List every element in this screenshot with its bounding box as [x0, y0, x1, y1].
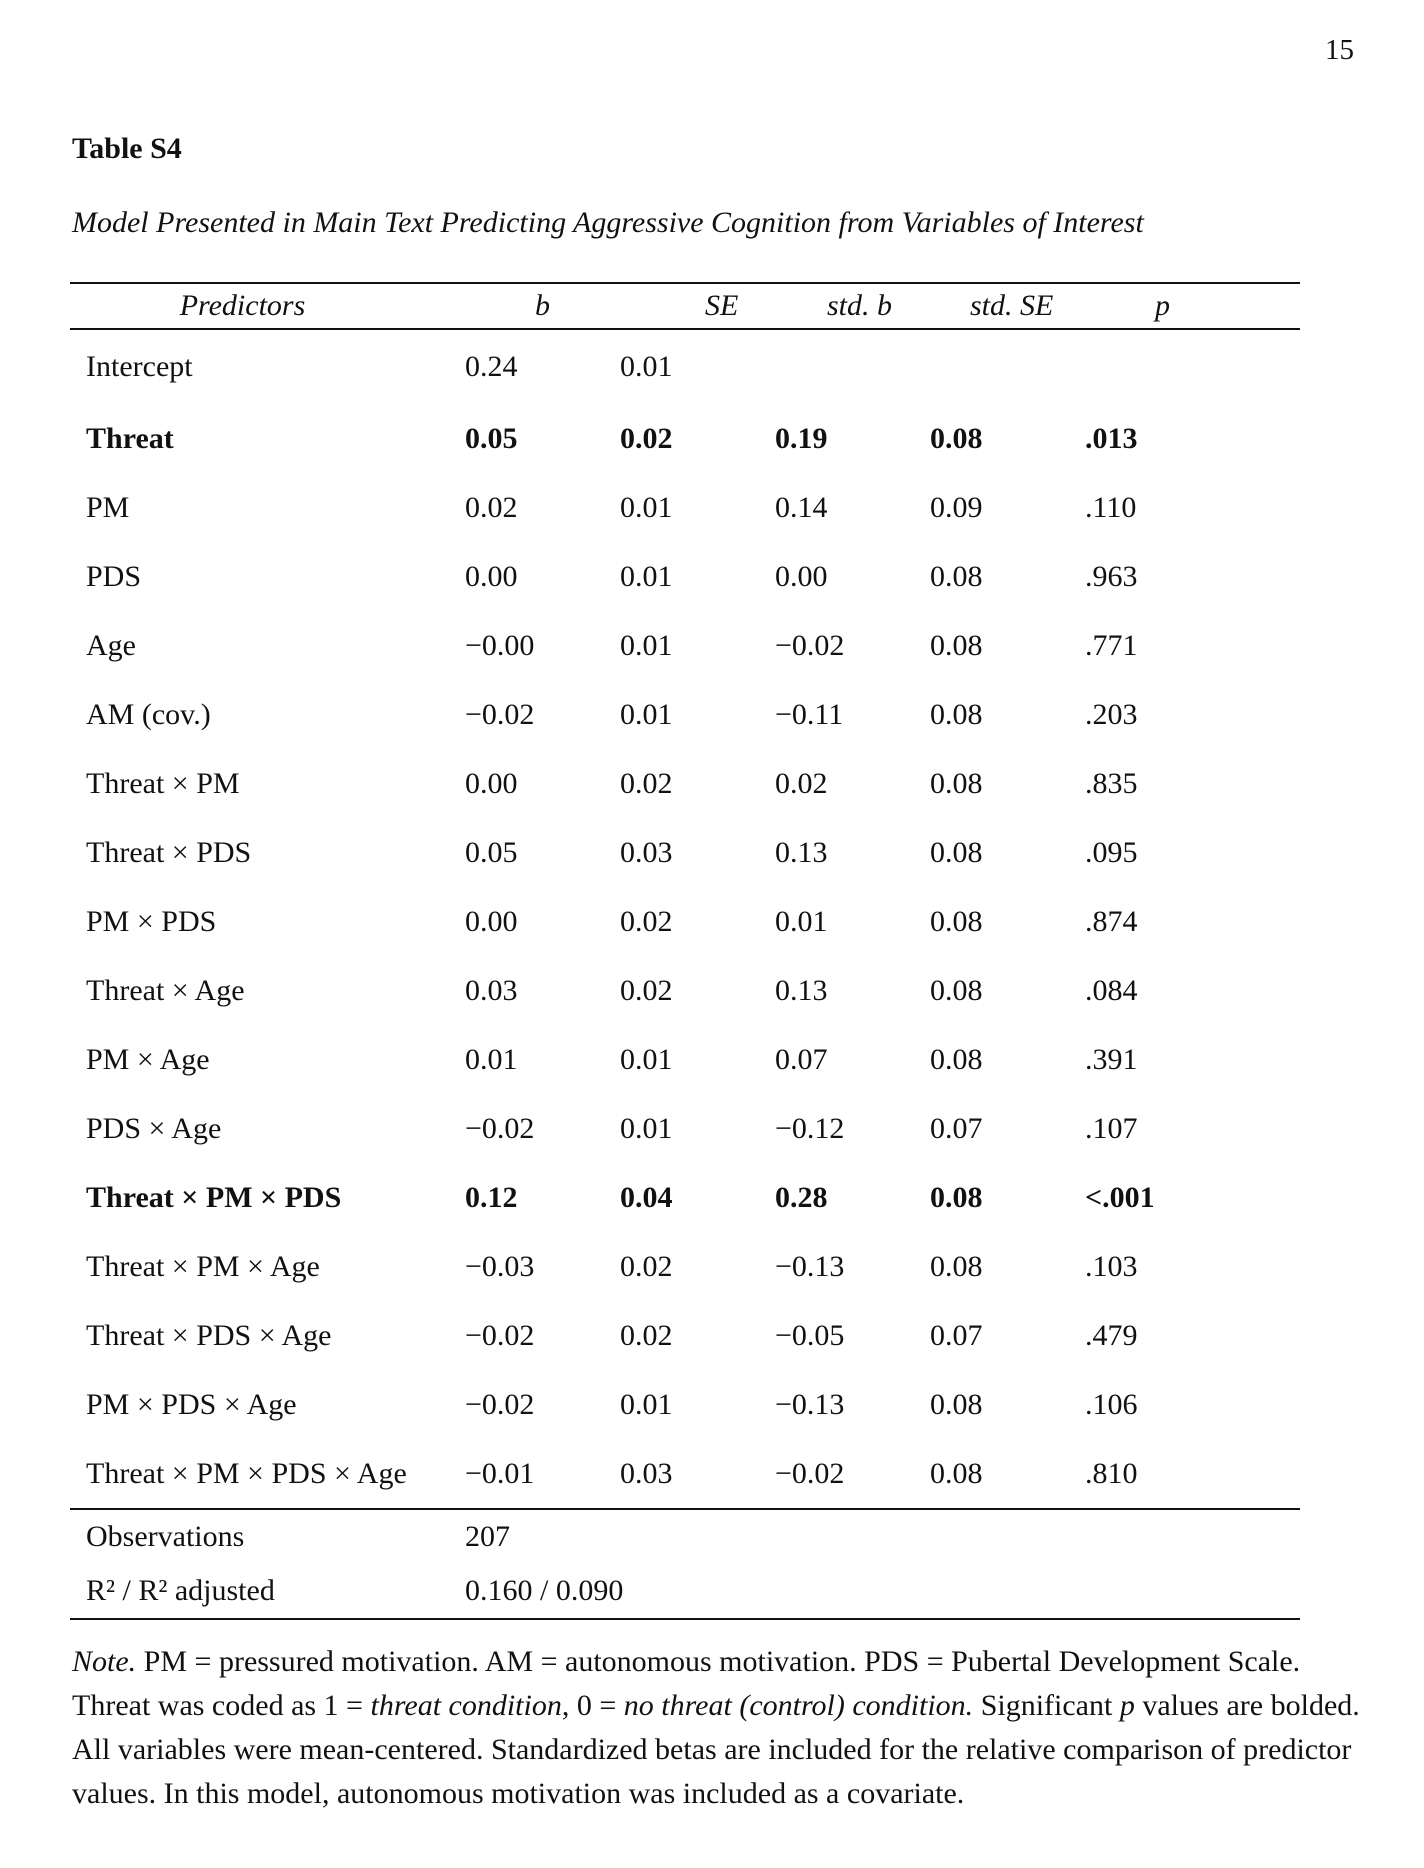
cell-std-b: 0.14 — [775, 490, 828, 524]
cell-std-se: 0.07 — [930, 1111, 983, 1145]
observations-value: 207 — [465, 1520, 510, 1553]
cell-p: .110 — [1085, 490, 1137, 524]
cell-se: 0.01 — [620, 1111, 673, 1145]
cell-predictor: PM — [86, 490, 130, 524]
cell-std-b: −0.05 — [775, 1318, 845, 1352]
cell-predictor: Threat × PM × PDS — [86, 1180, 342, 1214]
cell-std-b: 0.13 — [775, 835, 828, 869]
table-row — [70, 1370, 1300, 1439]
cell-predictor: Threat — [86, 421, 174, 455]
cell-predictor: Threat × PDS × Age — [86, 1318, 332, 1352]
cell-std-b: 0.19 — [775, 421, 828, 455]
cell-std-se: 0.08 — [930, 1180, 983, 1214]
cell-std-b: −0.13 — [775, 1387, 845, 1421]
cell-se: 0.02 — [620, 973, 673, 1007]
cell-std-se: 0.08 — [930, 697, 983, 731]
cell-std-b: −0.11 — [775, 697, 844, 731]
cell-b: 0.24 — [465, 350, 518, 383]
table-row — [70, 611, 1300, 680]
table-row — [70, 1439, 1300, 1509]
table-row — [70, 887, 1300, 956]
cell-std-se: 0.08 — [930, 1042, 983, 1076]
cell-se: 0.04 — [620, 1180, 673, 1214]
cell-std-se: 0.08 — [930, 766, 983, 800]
cell-predictor: Intercept — [86, 350, 193, 383]
cell-predictor: PDS — [86, 559, 142, 593]
observations-label: Observations — [86, 1520, 245, 1553]
cell-b: −0.02 — [465, 1387, 535, 1421]
cell-b: 0.02 — [465, 490, 518, 524]
cell-b: 0.03 — [465, 973, 518, 1007]
table-row — [70, 1163, 1300, 1232]
cell-predictor: Threat × PM × PDS × Age — [70, 1439, 465, 1509]
cell-b: −0.02 — [465, 1318, 535, 1352]
cell-std-se: 0.08 — [930, 559, 983, 593]
table-row — [70, 956, 1300, 1025]
cell-std-se: 0.09 — [930, 490, 983, 524]
cell-b: −0.02 — [465, 1111, 535, 1145]
cell-b: 0.00 — [465, 766, 518, 800]
cell-se: 0.01 — [620, 1387, 673, 1421]
r2-value: 0.160 / 0.090 — [465, 1564, 1300, 1619]
cell-b: 0.12 — [465, 1180, 518, 1214]
cell-std-b: 0.01 — [775, 904, 828, 938]
cell-se: 0.02 — [620, 766, 673, 800]
cell-se: 0.02 — [620, 1249, 673, 1283]
regression-table-container — [70, 282, 1300, 1620]
table-note — [72, 1640, 1362, 1816]
header-std-se: std. SE — [930, 283, 1085, 329]
table-body — [70, 329, 1300, 1509]
cell-b: 0.01 — [465, 1042, 518, 1076]
header-se: SE — [620, 283, 775, 329]
cell-p: .095 — [1085, 835, 1138, 869]
cell-se: 0.01 — [620, 350, 673, 383]
cell-std-b: −0.13 — [775, 1249, 845, 1283]
cell-p: .103 — [1085, 1249, 1138, 1283]
cell-p: .771 — [1085, 628, 1138, 662]
cell-se: 0.01 — [620, 1042, 673, 1076]
cell-predictor: PM × PDS — [86, 904, 217, 938]
regression-table — [70, 282, 1300, 1620]
cell-p: .810 — [1085, 1439, 1300, 1509]
cell-b: 0.05 — [465, 835, 518, 869]
cell-std-se: 0.08 — [930, 628, 983, 662]
header-p: p — [1085, 283, 1300, 329]
cell-predictor: Threat × PDS — [86, 835, 252, 869]
cell-std-b: 0.07 — [775, 1042, 828, 1076]
cell-se: 0.03 — [620, 835, 673, 869]
cell-std-se: 0.08 — [930, 1439, 1085, 1509]
cell-b: −0.03 — [465, 1249, 535, 1283]
cell-std-se: 0.08 — [930, 904, 983, 938]
cell-predictor: Threat × PM × Age — [86, 1249, 320, 1283]
table-row — [70, 818, 1300, 887]
table-row — [70, 1025, 1300, 1094]
cell-std-se: 0.07 — [930, 1318, 983, 1352]
page-number: 15 — [1325, 34, 1354, 66]
cell-b: 0.00 — [465, 904, 518, 938]
cell-std-se: 0.08 — [930, 421, 983, 455]
cell-b: 0.00 — [465, 559, 518, 593]
cell-p: .835 — [1085, 766, 1138, 800]
table-label: Table S4 — [72, 132, 182, 165]
note-text-6: p — [1119, 1689, 1135, 1722]
note-text-4: no threat (control) condition. — [623, 1689, 974, 1722]
cell-std-b — [775, 329, 930, 404]
table-row — [70, 1094, 1300, 1163]
table-row — [70, 1232, 1300, 1301]
cell-p: .479 — [1085, 1318, 1138, 1352]
table-row — [70, 473, 1300, 542]
cell-se: 0.01 — [620, 697, 673, 731]
note-text-3: , 0 = — [561, 1689, 624, 1722]
cell-std-se — [930, 329, 1085, 404]
cell-std-b: −0.02 — [775, 628, 845, 662]
cell-b: −0.02 — [465, 697, 535, 731]
cell-p: .106 — [1085, 1387, 1138, 1421]
note-text-2: threat condition — [370, 1689, 562, 1722]
cell-se: 0.02 — [620, 421, 673, 455]
table-title: Model Presented in Main Text Predicting Aggressive Cognition from Variables of Interest — [72, 206, 1144, 239]
table-row — [70, 542, 1300, 611]
cell-p: .874 — [1085, 904, 1138, 938]
observations-row — [70, 1509, 1300, 1564]
cell-p: .084 — [1085, 973, 1138, 1007]
table-row — [70, 1301, 1300, 1370]
table-row — [70, 329, 1300, 404]
note-label: Note. — [72, 1645, 137, 1678]
r2-row — [70, 1564, 1300, 1619]
cell-b: 0.05 — [465, 421, 518, 455]
cell-std-b: 0.02 — [775, 766, 828, 800]
cell-predictor: Threat × Age — [86, 973, 245, 1007]
table-row — [70, 680, 1300, 749]
cell-b: −0.00 — [465, 628, 535, 662]
r2-label: R² / R² adjusted — [70, 1564, 465, 1619]
cell-predictor: PDS × Age — [86, 1111, 222, 1145]
cell-predictor: Threat × PM — [86, 766, 240, 800]
cell-se: 0.02 — [620, 1318, 673, 1352]
cell-p: .391 — [1085, 1042, 1138, 1076]
header-b: b — [465, 283, 620, 329]
cell-p: .107 — [1085, 1111, 1138, 1145]
cell-std-se: 0.08 — [930, 1387, 983, 1421]
table-row — [70, 749, 1300, 818]
cell-predictor: PM × Age — [86, 1042, 210, 1076]
cell-p: <.001 — [1085, 1180, 1155, 1214]
cell-p: .203 — [1085, 697, 1138, 731]
cell-p — [1085, 329, 1300, 404]
header-row — [70, 283, 1300, 329]
cell-se: 0.02 — [620, 904, 673, 938]
cell-std-se: 0.08 — [930, 973, 983, 1007]
cell-p: .963 — [1085, 559, 1138, 593]
cell-predictor: AM (cov.) — [86, 697, 211, 731]
header-predictors: Predictors — [70, 283, 465, 329]
cell-std-b: 0.28 — [775, 1180, 828, 1214]
cell-predictor: PM × PDS × Age — [86, 1387, 297, 1421]
cell-se: 0.01 — [620, 628, 673, 662]
note-text-7: values are bolded. All variables were mean-centered. Standardized betas are included for the relative comparison of predictor values. In this model, autonomous motivation was included as a covariate. — [72, 1689, 1360, 1810]
cell-std-b: −0.02 — [775, 1439, 930, 1509]
cell-p: .013 — [1085, 421, 1138, 455]
note-text-1: PM = pressured motivation. AM = autonomous motivation. PDS = Pubertal Development Scale. Threat was coded as 1 = — [72, 1645, 1301, 1722]
cell-se: 0.03 — [620, 1439, 775, 1509]
table-footer — [70, 1509, 1300, 1619]
note-text-5: Significant — [973, 1689, 1120, 1722]
table-row — [70, 404, 1300, 473]
cell-std-b: 0.13 — [775, 973, 828, 1007]
header-std-b: std. b — [775, 283, 930, 329]
cell-predictor: Age — [86, 628, 136, 662]
cell-std-b: 0.00 — [775, 559, 828, 593]
cell-se: 0.01 — [620, 559, 673, 593]
cell-se: 0.01 — [620, 490, 673, 524]
cell-std-se: 0.08 — [930, 835, 983, 869]
cell-std-b: −0.12 — [775, 1111, 845, 1145]
cell-std-se: 0.08 — [930, 1249, 983, 1283]
cell-b: −0.01 — [465, 1439, 620, 1509]
